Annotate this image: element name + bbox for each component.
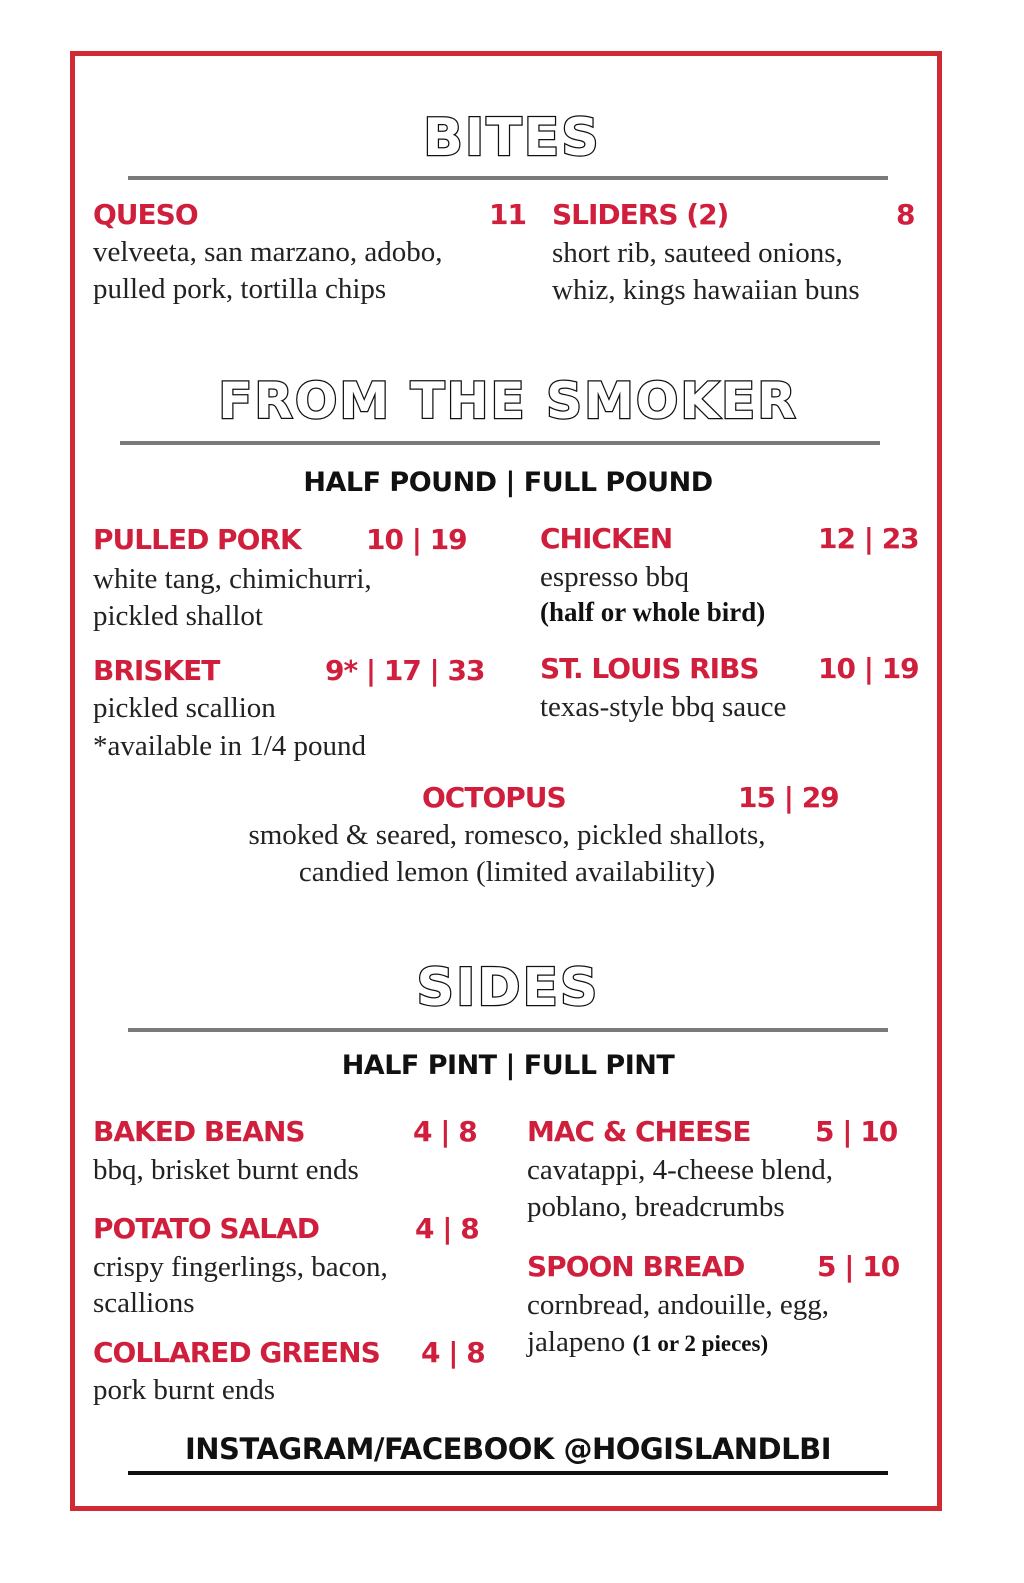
item-price-mac-and-cheese: 5 | 10 [815, 1115, 898, 1148]
item-desc-pulled-pork-2: pickled shallot [93, 600, 263, 632]
item-name-sliders: SLIDERS (2) [552, 198, 729, 231]
sides-divider [128, 1028, 888, 1032]
item-desc-baked-beans: bbq, brisket burnt ends [93, 1154, 359, 1186]
item-price-potato-salad: 4 | 8 [415, 1212, 479, 1245]
bites-divider [128, 176, 888, 180]
item-price-sliders: 8 [896, 198, 915, 231]
sides-subtitle: HALF PINT | FULL PINT [341, 1050, 675, 1081]
item-name-queso: QUESO [93, 198, 198, 231]
item-desc-potato-salad-2: scallions [93, 1287, 195, 1319]
item-desc-octopus-2: candied lemon (limited availability) [298, 856, 716, 888]
sides-title: SIDES [416, 958, 600, 1018]
item-price-collared-greens: 4 | 8 [421, 1336, 485, 1369]
item-desc-spoon-bread-1: cornbread, andouille, egg, [527, 1289, 829, 1321]
social-handle: INSTAGRAM/FACEBOOK @HOGISLANDLBI [185, 1432, 831, 1466]
item-desc-pulled-pork-1: white tang, chimichurri, [93, 563, 372, 595]
item-name-baked-beans: BAKED BEANS [93, 1115, 305, 1148]
item-price-queso: 11 [489, 198, 526, 231]
item-name-mac-and-cheese: MAC & CHEESE [527, 1115, 751, 1148]
item-desc-chicken: espresso bbq [540, 561, 690, 593]
item-price-brisket: 9* | 17 | 33 [325, 654, 485, 687]
item-price-baked-beans: 4 | 8 [413, 1115, 477, 1148]
item-name-collared-greens: COLLARED GREENS [93, 1336, 380, 1369]
smoker-subtitle: HALF POUND | FULL POUND [303, 467, 713, 498]
item-name-chicken: CHICKEN [540, 522, 673, 555]
item-desc-brisket-1: pickled scallion [93, 692, 276, 724]
item-desc-sliders-1: short rib, sauteed onions, [552, 237, 843, 269]
smoker-title: FROM THE SMOKER [218, 372, 798, 430]
item-name-pulled-pork: PULLED PORK [93, 523, 301, 556]
item-desc-brisket-2: *available in 1/4 pound [93, 730, 367, 762]
item-price-pulled-pork: 10 | 19 [366, 523, 467, 556]
item-desc-queso-1: velveeta, san marzano, adobo, [93, 236, 443, 268]
item-price-octopus: 15 | 29 [738, 781, 839, 814]
footer-divider [128, 1471, 888, 1475]
item-desc-st-louis-ribs: texas-style bbq sauce [540, 691, 787, 723]
item-price-spoon-bread: 5 | 10 [817, 1250, 900, 1283]
smoker-divider [120, 441, 880, 445]
item-desc-potato-salad-1: crispy fingerlings, bacon, [93, 1251, 388, 1283]
item-name-brisket: BRISKET [93, 654, 220, 687]
item-desc-spoon-bread-2-text: jalapeno [527, 1326, 626, 1358]
item-desc-collared-greens: pork burnt ends [93, 1374, 276, 1406]
item-name-spoon-bread: SPOON BREAD [527, 1250, 745, 1283]
item-desc-mac-and-cheese-2: poblano, breadcrumbs [527, 1191, 785, 1223]
item-price-st-louis-ribs: 10 | 19 [818, 652, 919, 685]
item-desc-mac-and-cheese-1: cavatappi, 4-cheese blend, [527, 1154, 833, 1186]
item-note-spoon-bread: (1 or 2 pieces) [632, 1331, 769, 1356]
item-name-octopus: OCTOPUS [422, 781, 566, 814]
item-note-chicken: (half or whole bird) [540, 597, 766, 627]
item-name-st-louis-ribs: ST. LOUIS RIBS [540, 652, 759, 685]
bites-title: BITES [423, 108, 601, 168]
item-price-chicken: 12 | 23 [818, 522, 919, 555]
item-desc-sliders-2: whiz, kings hawaiian buns [552, 274, 860, 306]
item-desc-spoon-bread-2 [527, 1324, 768, 1362]
item-desc-queso-2: pulled pork, tortilla chips [93, 273, 387, 305]
item-name-potato-salad: POTATO SALAD [93, 1212, 319, 1245]
item-desc-octopus-1: smoked & seared, romesco, pickled shallots, [248, 819, 766, 851]
